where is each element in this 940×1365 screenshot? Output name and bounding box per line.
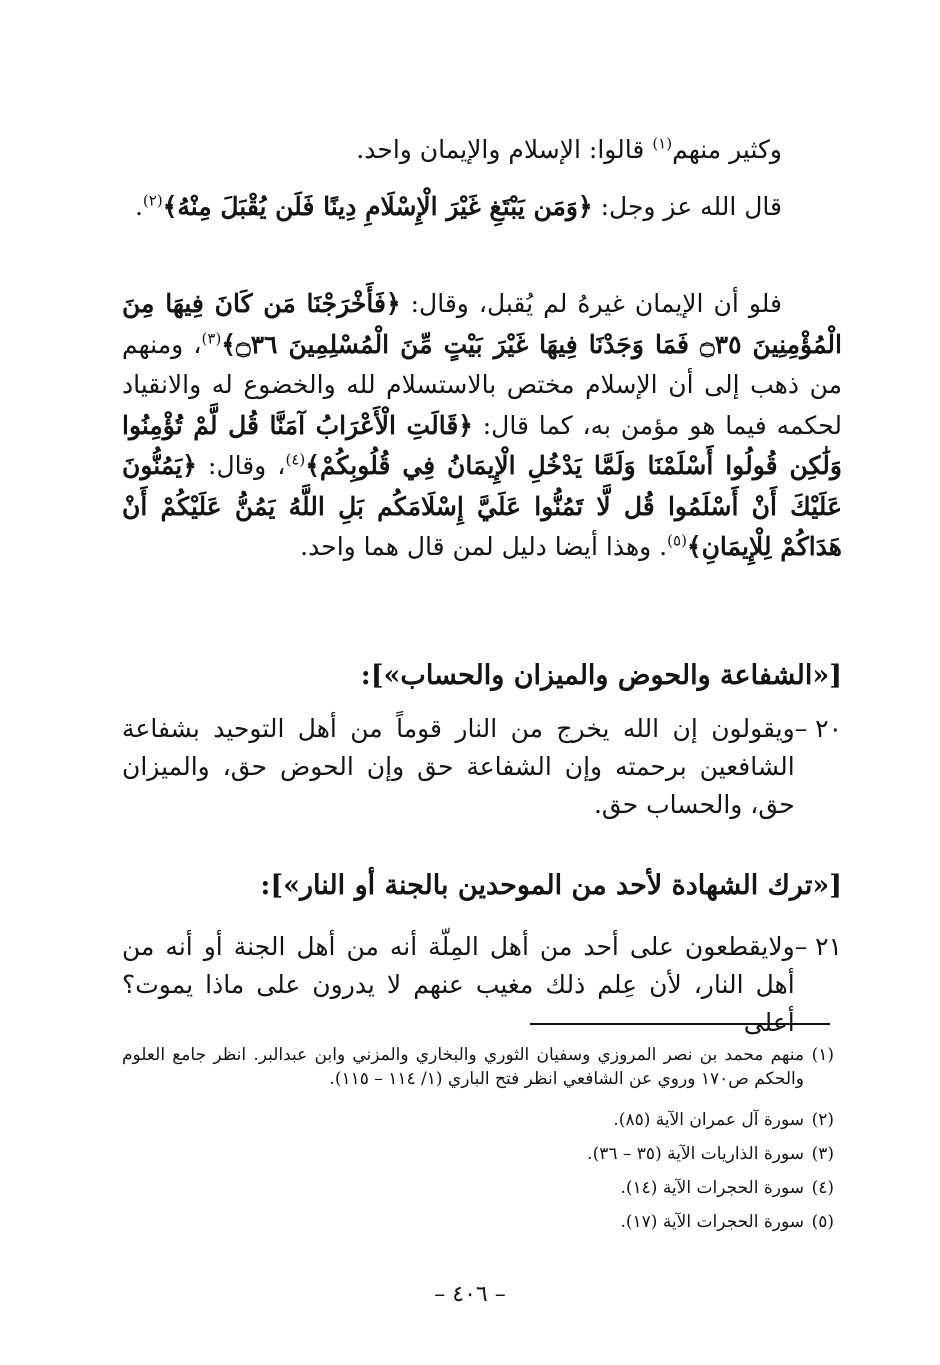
item-21-text: ولايقطعون على أحد من أهل المِلّة أنه من أهل الجنة أو أنه من أهل النار، لأن عِلم ذلك مغيب عنهم لا يدرون على ماذا يموت؟ أعلى bbox=[122, 932, 795, 1037]
paragraph-3-text-a: فلو أن الإيمان غيرهُ لم يُقبل، وقال: bbox=[400, 289, 782, 318]
footnote-separator bbox=[530, 1023, 830, 1025]
page-number: – ٤٠٦ – bbox=[434, 1282, 506, 1307]
item-20-number: ٢٠ – bbox=[794, 714, 842, 743]
footnote-4-number: (٤) bbox=[811, 1178, 834, 1198]
quran-verse-2: ﴿فَأَخْرَجْنَا مَن كَانَ فِيهَا مِنَ الْمُؤْمِنِينَ ۝٣٥ فَمَا وَجَدْنَا فِيهَا غَيْرَ بَيْتٍ مِّنَ الْمُسْلِمِينَ ۝٣٦﴾ bbox=[122, 289, 842, 359]
quran-verse-3: ﴿قَالَتِ الْأَعْرَابُ آمَنَّا قُل لَّمْ تُؤْمِنُوا وَلَٰكِن قُولُوا أَسْلَمْنَا وَلَمَّا يَدْخُلِ الْإِيمَانُ فِي قُلُوبِكُمْ﴾ bbox=[122, 410, 842, 480]
footnote-ref-1[interactable]: (١) bbox=[652, 134, 673, 153]
paragraph-3-text-b: ، ومنهم من ذهب إلى أن الإسلام مختص بالاستسلام لله والخضوع له والانقياد لحكمه فيما هو مؤمن به، كما قال: bbox=[122, 329, 842, 440]
footnote-5-text: سورة الحجرات الآية (١٧). bbox=[620, 1212, 804, 1232]
heading-2-text: [«ترك الشهادة لأحد من الموحدين بالجنة أو النار»]: bbox=[260, 870, 842, 901]
footnote-5 bbox=[122, 1210, 834, 1234]
footnote-1-text: منهم محمد بن نصر المروزي وسفيان الثوري والبخاري والمزني وابن عبدالبر. انظر جامع العلوم والحكم ص١٧٠ وروي عن الشافعي انظر فتح الباري (١/ ١١٤ – ١١٥). bbox=[122, 1045, 804, 1089]
footnote-3 bbox=[122, 1142, 834, 1166]
footnote-2-number: (٢) bbox=[811, 1110, 834, 1130]
footnote-ref-3[interactable]: (٣) bbox=[201, 329, 222, 348]
item-21-number: ٢١ – bbox=[794, 932, 842, 961]
footnote-4-text: سورة الحجرات الآية (١٤). bbox=[620, 1178, 804, 1198]
footnote-4 bbox=[122, 1176, 834, 1200]
footnote-2-text: سورة آل عمران الآية (٨٥). bbox=[613, 1110, 804, 1130]
footnote-3-text: سورة الذاريات الآية (٣٥ – ٣٦). bbox=[587, 1144, 804, 1164]
paragraph-3-text-c: ، وقال: bbox=[196, 451, 286, 480]
footnote-1 bbox=[122, 1043, 834, 1091]
quran-verse-4: ﴿يَمُنُّونَ عَلَيْكَ أَنْ أَسْلَمُوا قُل لَّا تَمُنُّوا عَلَيَّ إِسْلَامَكُم بَلِ اللَّهُ يَمُنُّ عَلَيْكُمْ أَنْ هَدَاكُمْ لِلْإِيمَانِ﴾ bbox=[122, 451, 842, 561]
footnote-ref-4[interactable]: (٤) bbox=[285, 450, 306, 469]
paragraph-2-text-a: قال الله عز وجل: bbox=[592, 192, 782, 221]
paragraph-2-text-b: . bbox=[134, 192, 143, 221]
footnote-3-number: (٣) bbox=[811, 1144, 834, 1164]
paragraph-1-text-a: وكثير منهم bbox=[672, 135, 782, 164]
quran-verse-1: ﴿وَمَن يَبْتَغِ غَيْرَ الْإِسْلَامِ دِينًا فَلَن يُقْبَلَ مِنْهُ﴾ bbox=[162, 192, 593, 221]
footnote-2 bbox=[122, 1108, 834, 1132]
footnote-ref-2[interactable]: (٢) bbox=[142, 191, 163, 210]
section-heading-intercession bbox=[122, 656, 842, 696]
item-20-text: ويقولون إن الله يخرج من النار قوماً من أهل التوحيد بشفاعة الشافعين برحمته وإن الشفاعة حق وإن الحوض حق، والميزان حق، والحساب حق. bbox=[122, 714, 795, 819]
footnote-5-number: (٥) bbox=[811, 1212, 834, 1232]
paragraph-3 bbox=[122, 284, 842, 568]
footnote-ref-5[interactable]: (٥) bbox=[667, 531, 687, 550]
paragraph-2 bbox=[122, 184, 842, 230]
footnote-1-number: (١) bbox=[811, 1045, 834, 1065]
paragraph-1-text-b: قالوا: الإسلام والإيمان واحد. bbox=[356, 135, 653, 164]
numbered-item-20 bbox=[122, 710, 842, 824]
paragraph-3-text-d: . وهذا أيضا دليل لمن قال هما واحد. bbox=[300, 532, 668, 561]
paragraph-1 bbox=[122, 131, 842, 169]
section-heading-testimony bbox=[122, 866, 842, 906]
heading-1-text: [«الشفاعة والحوض والميزان والحساب»]: bbox=[360, 660, 842, 691]
